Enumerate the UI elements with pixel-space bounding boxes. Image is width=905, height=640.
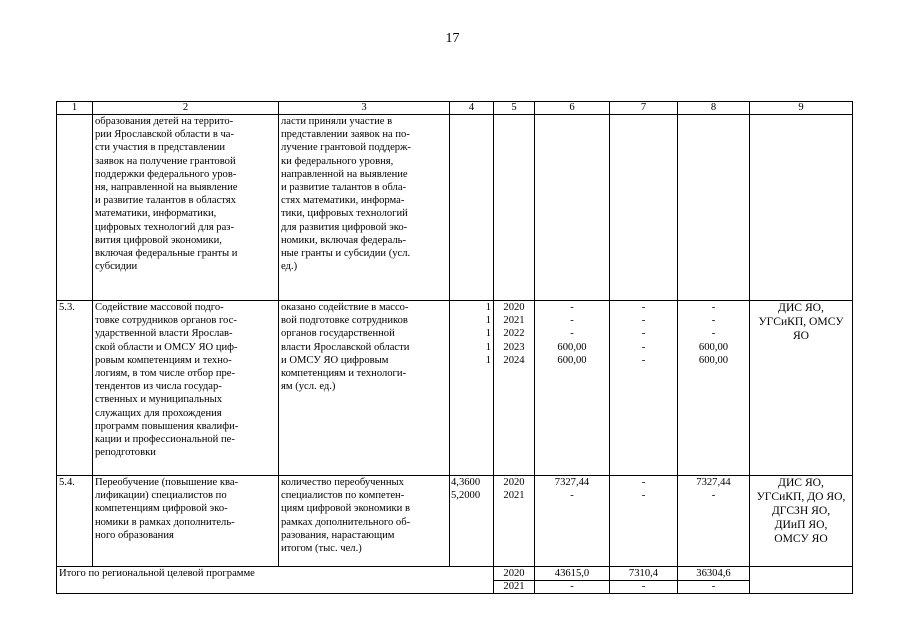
header-cell: 3 bbox=[279, 102, 450, 115]
executors: ДИС ЯО, УГСиКП, ОМСУ ЯО bbox=[750, 301, 853, 476]
row-number: 5.4. bbox=[57, 476, 93, 567]
table-row-5-4 bbox=[57, 476, 853, 567]
header-cell: 9 bbox=[750, 102, 853, 115]
header-row bbox=[57, 102, 853, 115]
funding-col7: - - bbox=[610, 476, 678, 567]
header-cell: 5 bbox=[494, 102, 535, 115]
total-year: 2020 bbox=[494, 567, 535, 581]
header-cell: 2 bbox=[93, 102, 279, 115]
funding-col6: - - - 600,00 600,00 bbox=[535, 301, 610, 476]
header-cell: 1 bbox=[57, 102, 93, 115]
executors: ДИС ЯО, УГСиКП, ДО ЯО, ДГСЗН ЯО, ДИиП ЯО, ОМСУ ЯО bbox=[750, 476, 853, 567]
total-col6: 43615,0 bbox=[535, 567, 610, 581]
funding-col7: - - - - - bbox=[610, 301, 678, 476]
funding-col8: 7327,44 - bbox=[678, 476, 750, 567]
header-cell: 4 bbox=[450, 102, 494, 115]
indicator-description: ласти приняли участие в представлении заявок на по- лучение грантовой поддерж- ки федерального уровня, направленной на выявление и развитие талантов в обла- стях математики, информа- тики, цифровых технологий для развития цифровой эко- номики, включая федераль- ные гранты и субсидии (усл. ед.) bbox=[279, 115, 450, 301]
funding-col8: - - - 600,00 600,00 bbox=[678, 301, 750, 476]
total-row bbox=[57, 567, 853, 581]
table-row-5-3 bbox=[57, 301, 853, 476]
table-row-continuation bbox=[57, 115, 853, 301]
total-col6: - bbox=[535, 581, 610, 594]
measure-description: Содействие массовой подго- товке сотрудников органов гос- ударственной власти Ярослав- ской области и ОМСУ ЯО циф- ровым компетенциям и техно- логиям, в том числе отбор пре- тендентов из числа государ- ственных и муниципальных служащих для прохождения программ повышения квалифи- кации и профессиональной пе- реподготовки bbox=[93, 301, 279, 476]
total-label: Итого по региональной целевой программе bbox=[57, 567, 494, 594]
header-cell: 8 bbox=[678, 102, 750, 115]
total-col7: 7310,4 bbox=[610, 567, 678, 581]
page-number: 17 bbox=[445, 31, 460, 46]
indicator-values: 1 1 1 1 1 bbox=[450, 301, 494, 476]
indicator-values: 4,3600 5,2000 bbox=[450, 476, 494, 567]
measure-description: образования детей на террито- рии Ярославской области в ча- сти участия в представлении заявок на получение грантовой поддержки федерального уров- ня, направленной на выявление и развитие талантов в областях математики, информатики, цифровых технологий для раз- вития цифровой экономики, включая федеральные гранты и субсидии bbox=[93, 115, 279, 301]
funding-col6: 7327,44 - bbox=[535, 476, 610, 567]
year-values: 2020 2021 2022 2023 2024 bbox=[494, 301, 535, 476]
row-number: 5.3. bbox=[57, 301, 93, 476]
header-cell: 6 bbox=[535, 102, 610, 115]
year-values: 2020 2021 bbox=[494, 476, 535, 567]
total-col8: 36304,6 bbox=[678, 567, 750, 581]
total-col7: - bbox=[610, 581, 678, 594]
header-cell: 7 bbox=[610, 102, 678, 115]
total-year: 2021 bbox=[494, 581, 535, 594]
total-col8: - bbox=[678, 581, 750, 594]
indicator-description: оказано содействие в массо- вой подготовке сотрудников органов государственной власти Ярославской области и ОМСУ ЯО цифровым компетенциям и технологи- ям (усл. ед.) bbox=[279, 301, 450, 476]
measure-description: Переобучение (повышение ква- лификации) специалистов по компетенциям цифровой эко- номики в рамках дополнитель- ного образования bbox=[93, 476, 279, 567]
indicator-description: количество переобученных специалистов по компетен- циям цифровой экономики в рамках дополнительного об- разования, нарастающим итогом (тыс. чел.) bbox=[279, 476, 450, 567]
program-table bbox=[56, 101, 853, 594]
